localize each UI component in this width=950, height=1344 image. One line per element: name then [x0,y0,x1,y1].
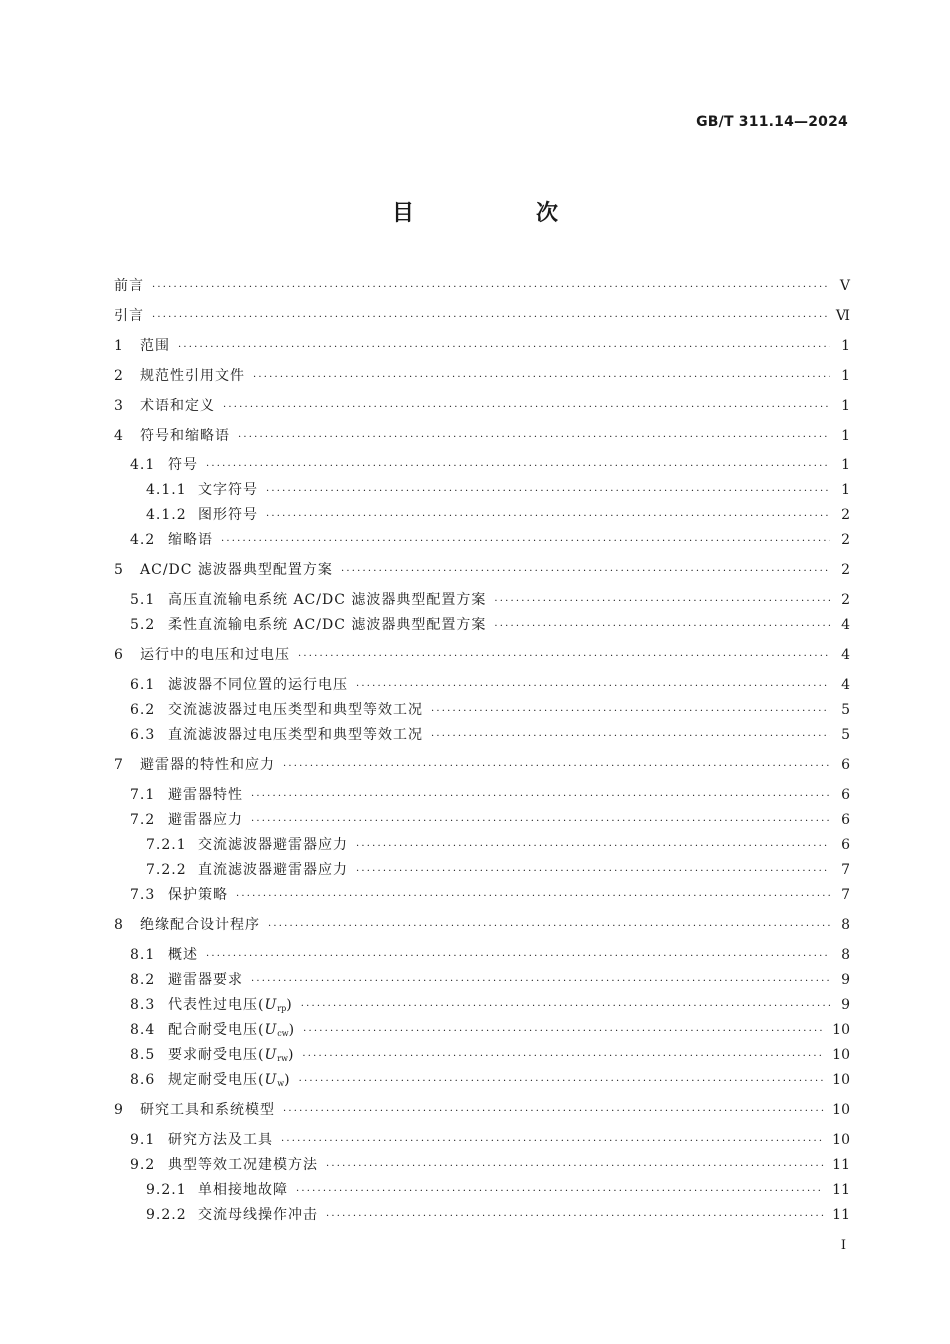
toc-entry-number: 6.1 [130,677,156,693]
toc-entry-number: 7.1 [130,787,156,803]
toc-entry-page: 5 [841,702,850,718]
toc-entry-page: 2 [841,562,850,578]
toc-entry-number: 1 [114,338,124,354]
toc-entry-title: 概述 [168,947,198,963]
toc-entry-number: 9.2 [130,1157,156,1173]
toc-entry-page: 4 [841,617,850,633]
toc-leader-dots [251,791,830,802]
toc-entry[interactable] [114,644,850,664]
toc-entry-number: 6.2 [130,702,156,718]
toc-entry-subscript: rp [277,1004,287,1013]
toc-entry-title: 前言 [114,278,144,294]
toc-entry-title: 交流滤波器过电压类型和典型等效工况 [168,702,423,718]
toc-entry-number: 4.1.2 [146,507,187,523]
toc-leader-dots [268,921,830,932]
toc-entry-page: Ⅵ [835,308,850,324]
toc-entry[interactable] [114,589,850,609]
toc-entry-title: 避雷器应力 [168,812,243,828]
toc-leader-dots [152,312,828,323]
toc-entry-page: 10 [832,1132,850,1148]
toc-leader-dots [326,1211,824,1222]
toc-entry[interactable] [114,275,850,295]
toc-entry[interactable] [114,754,850,774]
toc-entry-page: 6 [841,757,850,773]
toc-entry-symbol: U [264,1072,278,1088]
toc-leader-dots [266,486,830,497]
toc-entry-number: 8.1 [130,947,156,963]
toc-entry[interactable] [114,305,850,325]
toc-entry-page: 10 [832,1022,850,1038]
toc-entry-number: 7 [114,757,124,773]
toc-entry[interactable] [114,1129,850,1149]
toc-entry[interactable] [114,479,850,499]
toc-entry-number: 6.3 [130,727,156,743]
toc-entry[interactable] [114,674,850,694]
toc-entry-page: 2 [841,532,850,548]
toc-entry-subscript: w [277,1079,285,1088]
toc-entry-title: 配合耐受电压$(U_{cw})$ [168,1022,296,1038]
toc-leader-dots [431,706,830,717]
toc-entry-number: 9.2.1 [146,1182,187,1198]
toc-entry-title: 直流滤波器避雷器应力 [198,862,348,878]
toc-entry-number: 2 [114,368,124,384]
toc-entry-title: 保护策略 [168,887,228,903]
toc-entry-number: 7.2.1 [146,837,187,853]
toc-leader-dots [299,1076,825,1087]
toc-leader-dots [283,761,830,772]
toc-entry-number: 5.2 [130,617,156,633]
toc-entry-page: 6 [841,837,850,853]
toc-entry-title: 符号 [168,457,198,473]
toc-entry[interactable] [114,395,850,415]
toc-leader-dots [341,566,830,577]
toc-leader-dots [296,1186,824,1197]
toc-entry-page: 10 [832,1047,850,1063]
toc-leader-dots [236,891,830,902]
toc-entry-number: 9.2.2 [146,1207,187,1223]
toc-entry-title: 图形符号 [198,507,258,523]
toc-entry-title: 避雷器要求 [168,972,243,988]
toc-entry[interactable] [114,1019,850,1039]
toc-leader-dots [431,731,830,742]
toc-entry[interactable] [114,454,850,474]
toc-entry-number: 9.1 [130,1132,156,1148]
toc-entry-number: 9 [114,1102,124,1118]
toc-entry-page: 6 [841,812,850,828]
toc-entry-title: 研究工具和系统模型 [140,1102,275,1118]
toc-entry-title: AC/DC 滤波器典型配置方案 [140,562,333,578]
toc-leader-dots [221,536,830,547]
toc-entry[interactable] [114,1069,850,1089]
toc-entry[interactable] [114,614,850,634]
toc-entry-number: 5 [114,562,124,578]
toc-entry[interactable] [114,1179,850,1199]
toc-entry-title: 规范性引用文件 [140,368,245,384]
toc-entry-page: 10 [832,1072,850,1088]
toc-leader-dots [356,681,830,692]
toc-entry[interactable] [114,784,850,804]
toc-entry-number: 4.2 [130,532,156,548]
toc-entry-number: 4.1.1 [146,482,187,498]
toc-entry-title: 要求耐受电压$(U_{rw})$ [168,1047,295,1063]
toc-entry-number: 8 [114,917,124,933]
toc-entry-page: 1 [841,338,850,354]
toc-entry-number: 7.2.2 [146,862,187,878]
toc-entry[interactable] [114,944,850,964]
toc-entry[interactable] [114,1099,850,1119]
toc-leader-dots [326,1161,824,1172]
toc-entry-number: 8.3 [130,997,156,1013]
toc-leader-dots [494,596,830,607]
toc-leader-dots [356,866,830,877]
toc-entry-page: 1 [841,398,850,414]
toc-entry-page: 4 [841,647,850,663]
toc-entry[interactable] [114,559,850,579]
toc-entry-title: 符号和缩略语 [140,428,230,444]
toc-entry-title: 缩略语 [168,532,213,548]
toc-leader-dots [303,1026,824,1037]
toc-entry[interactable] [114,365,850,385]
toc-leader-dots [281,1136,824,1147]
toc-entry-number: 6 [114,647,124,663]
toc-entry-page: 9 [841,972,850,988]
toc-entry-page: 1 [841,428,850,444]
page-title: 目 次 [391,201,608,226]
toc-entry-page: 7 [841,862,850,878]
toc-entry-symbol: U [264,1022,278,1038]
toc-entry-title: 高压直流输电系统 AC/DC 滤波器典型配置方案 [168,592,487,608]
toc-leader-dots [238,432,830,443]
toc-entry-page: 2 [841,507,850,523]
toc-entry-page: 1 [841,368,850,384]
toc-entry-number: 8.5 [130,1047,156,1063]
toc-entry-title: 规定耐受电压$(U_w)$ [168,1072,291,1088]
toc-entry-page: 10 [832,1102,850,1118]
toc-entry-page: 8 [841,947,850,963]
standard-code: GB/T 311.14—2024 [696,114,848,130]
toc-entry[interactable] [114,1154,850,1174]
toc-entry-title: 文字符号 [198,482,258,498]
toc-entry-page: 2 [841,592,850,608]
toc-entry-subscript: rw [277,1054,288,1063]
toc-entry[interactable] [114,335,850,355]
toc-entry-title: 运行中的电压和过电压 [140,647,290,663]
toc-entry-number: 8.2 [130,972,156,988]
toc-entry-number: 4 [114,428,124,444]
toc-entry[interactable] [114,529,850,549]
toc-entry-title: 柔性直流输电系统 AC/DC 滤波器典型配置方案 [168,617,487,633]
toc-entry[interactable] [114,504,850,524]
toc-entry[interactable] [114,699,850,719]
toc-entry[interactable] [114,809,850,829]
toc-entry-title: 引言 [114,308,144,324]
toc-entry-page: 7 [841,887,850,903]
toc-entry-page: 6 [841,787,850,803]
toc-leader-dots [152,282,830,293]
toc-entry-page: 4 [841,677,850,693]
toc-entry-title: 术语和定义 [140,398,215,414]
page-number: Ⅰ [840,1238,846,1253]
toc-entry-symbol: U [264,1047,278,1063]
toc-entry-title: 研究方法及工具 [168,1132,273,1148]
toc-leader-dots [251,976,830,987]
toc-leader-dots [206,461,830,472]
toc-entry-title: 避雷器特性 [168,787,243,803]
toc-entry-page: 11 [832,1157,850,1173]
toc-entry-title: 单相接地故障 [198,1182,288,1198]
toc-entry-page: 1 [841,457,850,473]
toc-entry-number: 4.1 [130,457,156,473]
toc-entry-title: 范围 [140,338,170,354]
toc-leader-dots [253,372,830,383]
toc-entry[interactable] [114,724,850,744]
toc-entry-title: 代表性过电压$(U_{rp})$ [168,997,293,1013]
toc-entry-title: 交流滤波器避雷器应力 [198,837,348,853]
toc-entry-page: 8 [841,917,850,933]
toc-leader-dots [302,1051,824,1062]
toc-leader-dots [356,841,830,852]
toc-entry-page: Ⅴ [839,278,850,294]
toc-entry[interactable] [114,994,850,1014]
toc-entry[interactable] [114,859,850,879]
toc-entry-number: 7.2 [130,812,156,828]
toc-entry-title: 滤波器不同位置的运行电压 [168,677,348,693]
toc-leader-dots [494,621,830,632]
toc-entry[interactable] [114,1044,850,1064]
toc-entry-page: 11 [832,1207,850,1223]
toc-entry-title: 典型等效工况建模方法 [168,1157,318,1173]
toc-entry[interactable] [114,834,850,854]
toc-entry-symbol: U [264,997,278,1013]
toc-leader-dots [178,342,830,353]
toc-entry-number: 8.6 [130,1072,156,1088]
toc-entry-subscript: cw [277,1029,289,1038]
toc-entry-page: 11 [832,1182,850,1198]
toc-leader-dots [223,402,830,413]
toc-entry-number: 3 [114,398,124,414]
toc-leader-dots [283,1106,824,1117]
toc-leader-dots [298,651,830,662]
toc-entry-page: 5 [841,727,850,743]
toc-entry-page: 9 [841,997,850,1013]
toc-entry-number: 7.3 [130,887,156,903]
toc-leader-dots [251,816,830,827]
toc-leader-dots [301,1001,830,1012]
toc-entry-title: 避雷器的特性和应力 [140,757,275,773]
toc-entry-page: 1 [841,482,850,498]
toc-entry-number: 5.1 [130,592,156,608]
toc-entry[interactable] [114,914,850,934]
toc-entry[interactable] [114,1204,850,1224]
toc-entry-number: 8.4 [130,1022,156,1038]
toc-entry[interactable] [114,425,850,445]
toc-entry-title: 交流母线操作冲击 [198,1207,318,1223]
toc-leader-dots [266,511,830,522]
toc-entry-title: 绝缘配合设计程序 [140,917,260,933]
toc-entry-title: 直流滤波器过电压类型和典型等效工况 [168,727,423,743]
toc-entry[interactable] [114,884,850,904]
toc-entry[interactable] [114,969,850,989]
toc-leader-dots [206,951,830,962]
